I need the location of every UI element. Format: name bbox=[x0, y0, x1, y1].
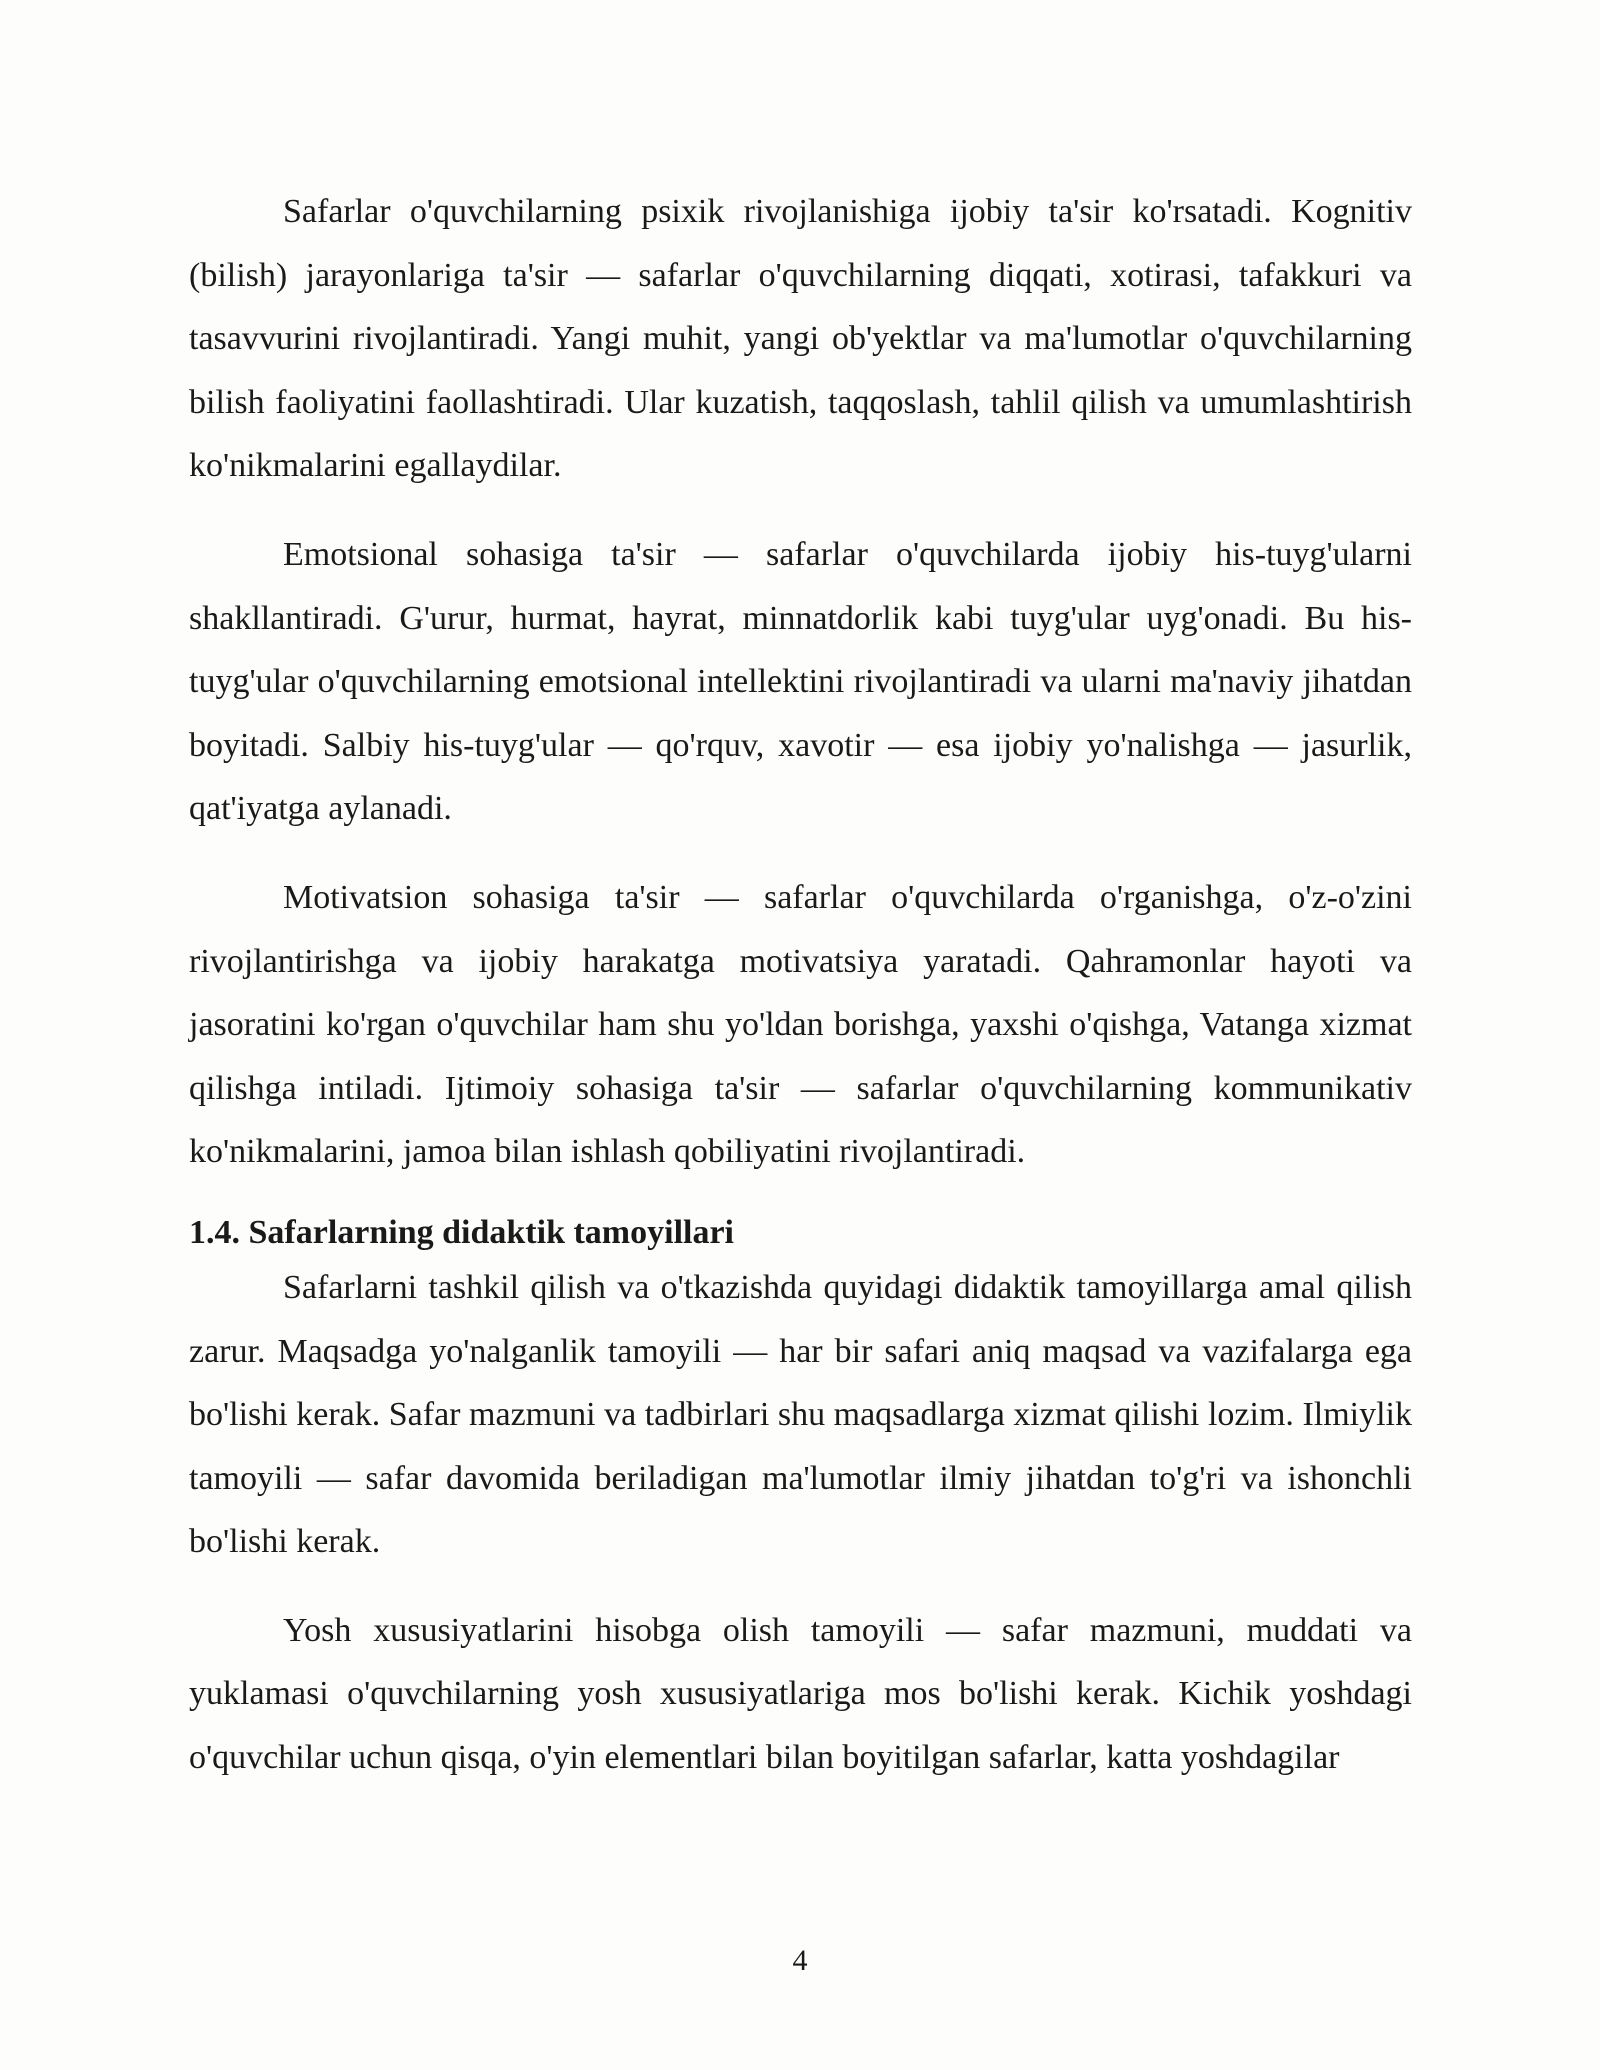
paragraph-age-principle: Yosh xususiyatlarini hisobga olish tamoyili — safar mazmuni, muddati va yuklamasi o'quvchilarning yosh xususiyatlariga mos bo'lishi kerak. Kichik yoshdagi o'quvchilar uchun qisqa, o'yin elementlari bilan boyitilgan safarlar, katta yoshdagilar bbox=[189, 1611, 1412, 1777]
paragraph-didactic-principles: Safarlarni tashkil qilish va o'tkazishda quyidagi didaktik tamoyillarga amal qilish zarur. Maqsadga yo'nalganlik tamoyili — har bir safari aniq maqsad va vazifalarga ega bo'lishi kerak. Safar mazmuni va tadbirlari shu maqsadlarga xizmat qilishi lozim. Ilmiylik tamoyili — safar davomida beriladigan ma'lumotlar ilmiy jihatdan to'g'ri va ishonchli bo'lishi kerak. bbox=[189, 1268, 1412, 1561]
page-number: 4 bbox=[792, 1944, 808, 1977]
section-heading: 1.4. Safarlarning didaktik tamoyillari bbox=[189, 1213, 734, 1251]
page-content bbox=[189, 180, 1412, 1815]
paragraph-cognitive-impact: Safarlar o'quvchilarning psixik rivojlanishiga ijobiy ta'sir ko'rsatadi. Kognitiv (bilish) jarayonlariga ta'sir — safarlar o'quvchilarning diqqati, xotirasi, tafakkuri va tasavvurini rivojlantiradi. Yangi muhit, yangi ob'yektlar va ma'lumotlar o'quvchilarning bilish faoliyatini faollashtiradi. Ular kuzatish, taqqoslash, tahlil qilish va umumlashtirish ko'nikmalarini egallaydilar. bbox=[189, 193, 1412, 485]
paragraph-emotional-impact: Emotsional sohasiga ta'sir — safarlar o'quvchilarda ijobiy his-tuyg'ularni shakllantiradi. G'urur, hurmat, hayrat, minnatdorlik kabi tuyg'ular uyg'onadi. Bu his-tuyg'ular o'quvchilarning emotsional intellektini rivojlantiradi va ularni ma'naviy jihatdan boyitadi. Salbiy his-tuyg'ular — qo'rquv, xavotir — esa ijobiy yo'nalishga — jasurlik, qat'iyatga aylanadi. bbox=[189, 535, 1412, 828]
paragraph-motivational-impact: Motivatsion sohasiga ta'sir — safarlar o'quvchilarda o'rganishga, o'z-o'zini rivojlantirishga va ijobiy harakatga motivatsiya yaratadi. Qahramonlar hayoti va jasoratini ko'rgan o'quvchilar ham shu yo'ldan borishga, yaxshi o'qishga, Vatanga xizmat qilishga intiladi. Ijtimoiy sohasiga ta'sir — safarlar o'quvchilarning kommunikativ ko'nikmalarini, jamoa bilan ishlash qobiliyatini rivojlantiradi. bbox=[189, 878, 1412, 1171]
